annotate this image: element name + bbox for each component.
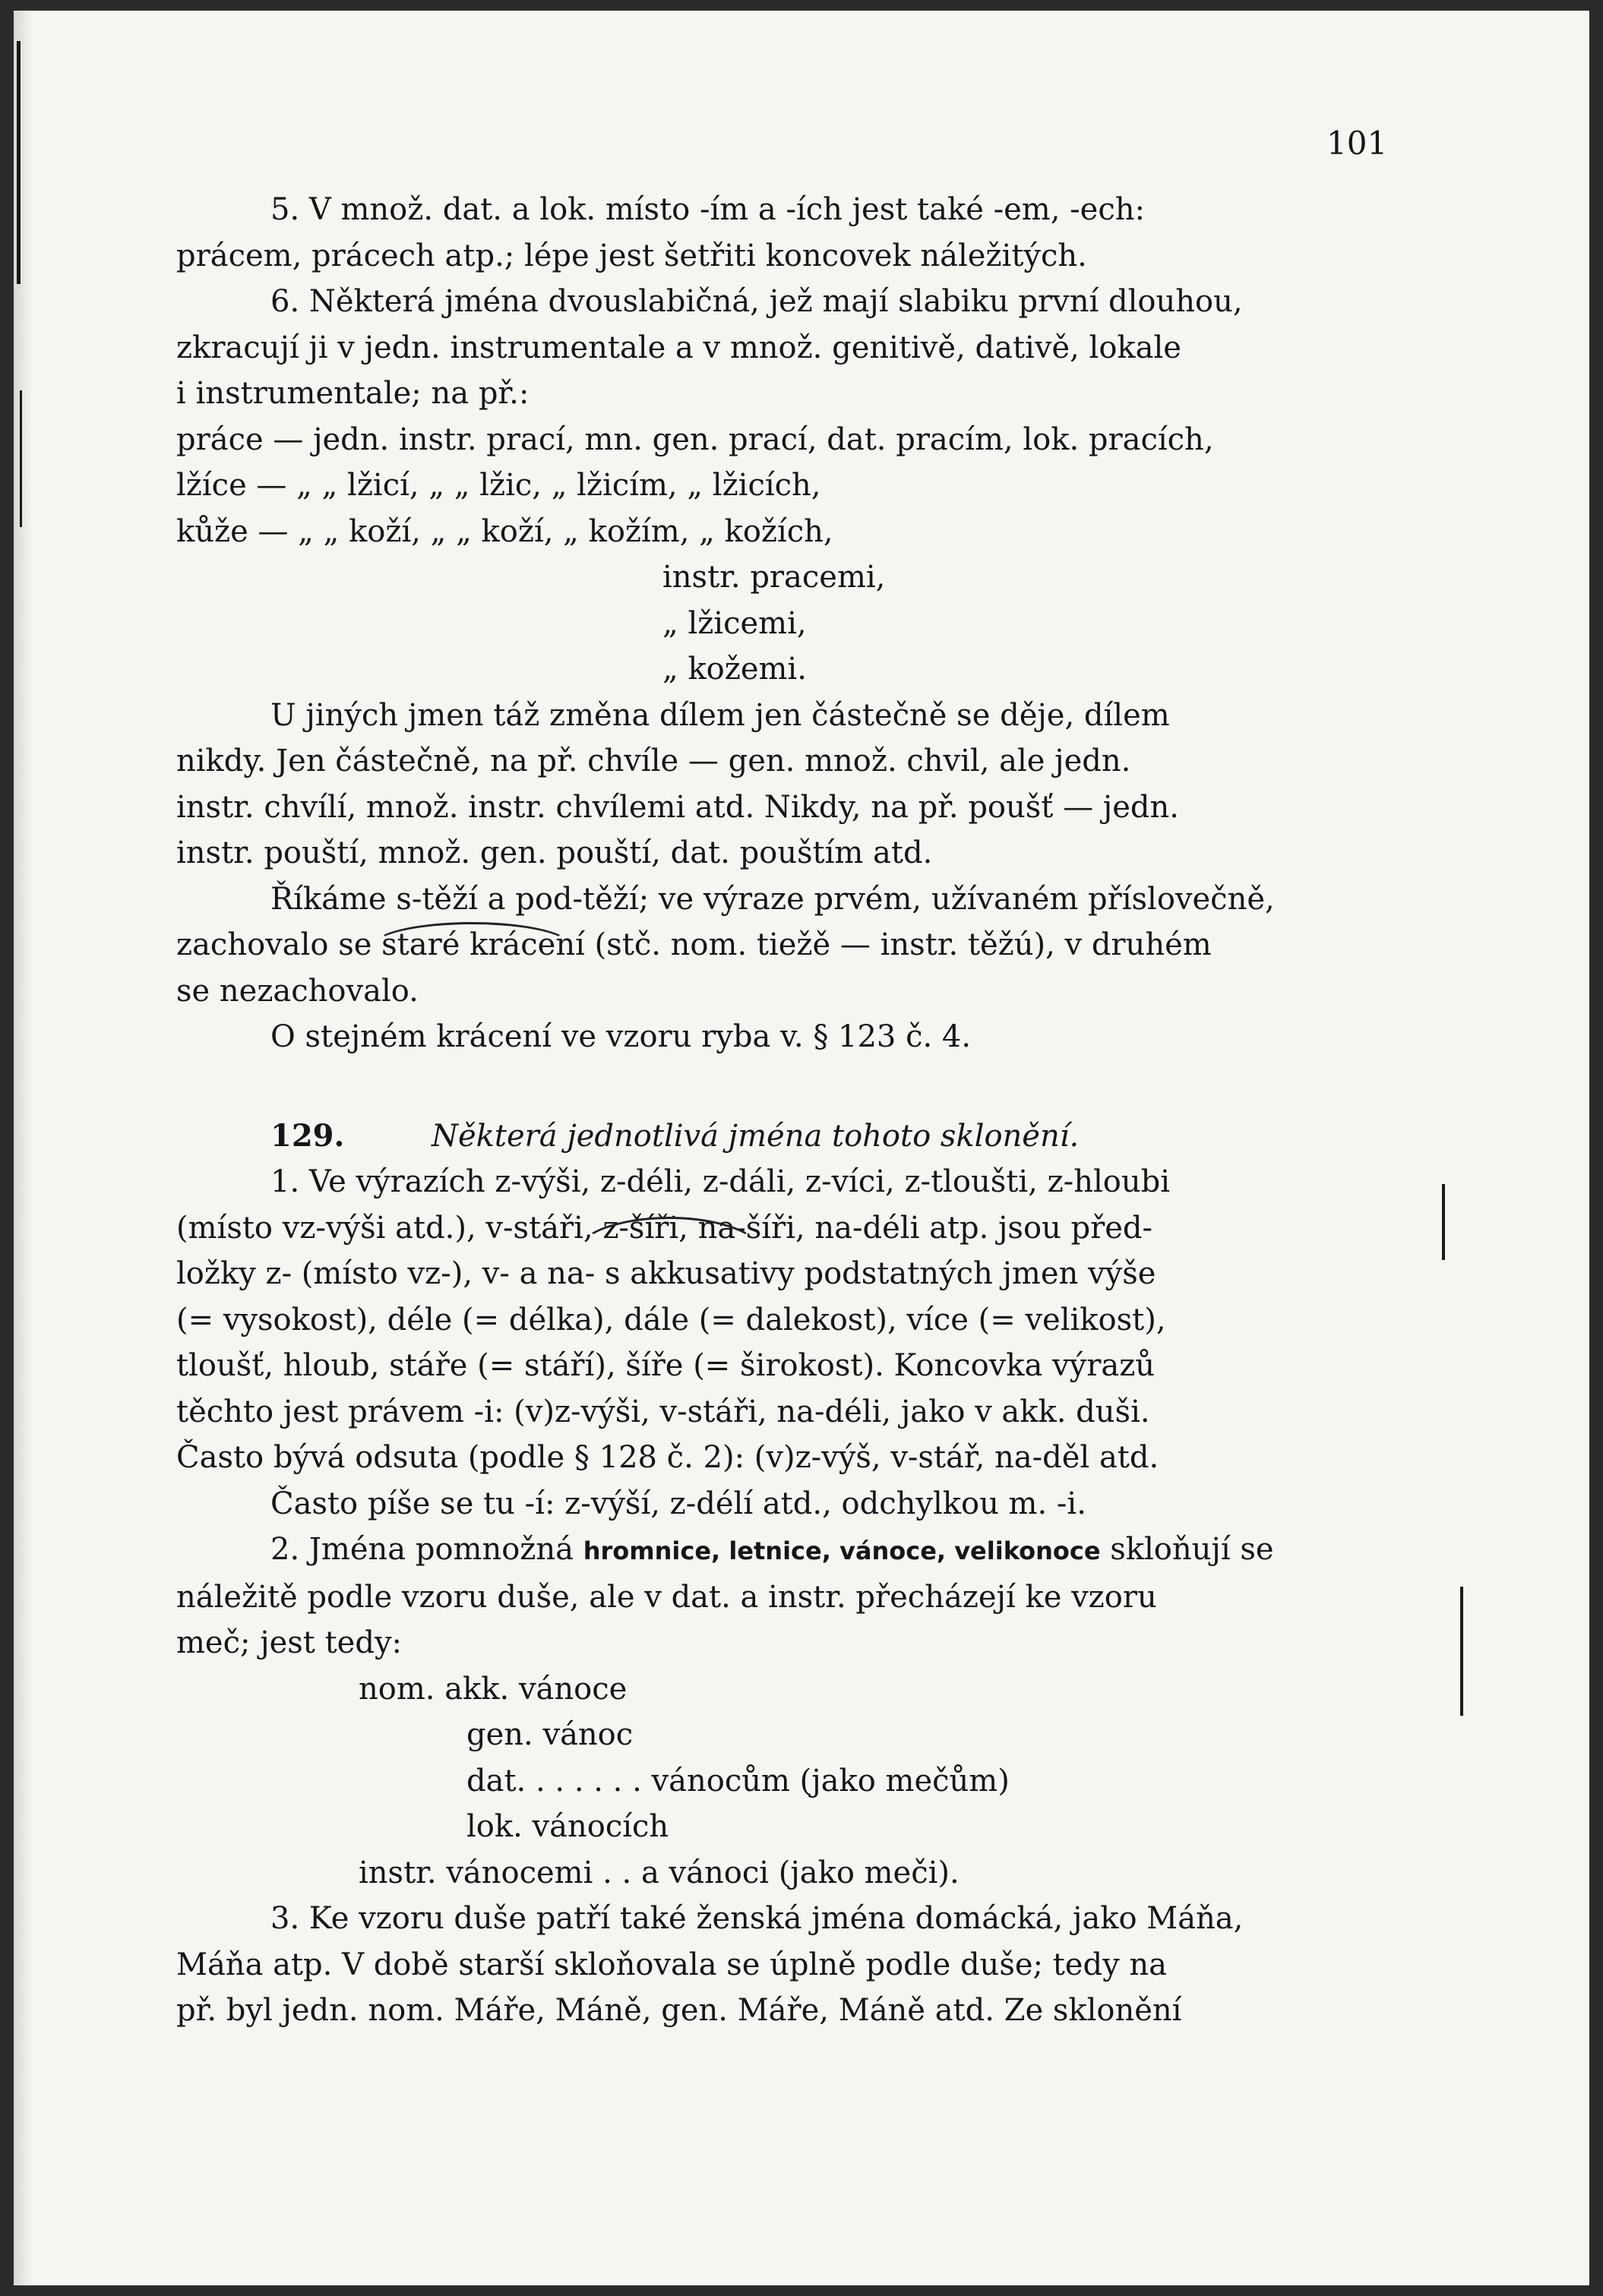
margin-mark-right-2 xyxy=(1460,1587,1463,1716)
line-2-suffix: skloňují se xyxy=(1110,1532,1274,1567)
text-line: „ lžicemi, xyxy=(662,605,807,641)
text-line: 1. Ve výrazích z-výši, z-déli, z-dáli, z-víci, z-tloušti, z-hloubi xyxy=(270,1164,1170,1199)
text-line: (= vysokost), déle (= délka), dále (= dalekost), více (= velikost), xyxy=(176,1302,1166,1337)
section-title: Některá jednotlivá jména tohoto sklonění. xyxy=(432,1118,1080,1154)
paradigm-row: lok. vánocích xyxy=(466,1809,669,1844)
text-line: Říkáme s-těží a pod-těží; ve výraze prvém, užívaném příslovečně, xyxy=(270,881,1275,917)
text-line: náležitě podle vzoru duše, ale v dat. a instr. přecházejí ke vzoru xyxy=(176,1579,1157,1615)
text-line: 3. Ke vzoru duše patří také ženská jména domácká, jako Máňa, xyxy=(270,1901,1244,1936)
text-line: lžíce — „ „ lžicí, „ „ lžic, „ lžicím, „ lžicích, xyxy=(176,468,821,503)
text-line: těchto jest právem -i: (v)z-výši, v-stáři, na-déli, jako v akk. duši. xyxy=(176,1394,1150,1429)
text-line: se nezachovalo. xyxy=(176,973,419,1009)
text-line: U jiných jmen táž změna dílem jen částečně se děje, dílem xyxy=(270,697,1170,733)
text-line: O stejném krácení ve vzoru ryba v. § 123 č. 4. xyxy=(270,1019,972,1054)
stamped-names: hromnice, letnice, vánoce, velikonoce xyxy=(583,1536,1101,1565)
text-line: zachovalo se staré krácení (stč. nom. tiežě — instr. těžú), v druhém xyxy=(176,927,1212,962)
text-line: i instrumentale; na př.: xyxy=(176,376,530,411)
text-line: (místo vz-výši atd.), v-stáři, z-šíři, na-šíři, na-déli atp. jsou před- xyxy=(176,1210,1153,1246)
margin-mark-right-1 xyxy=(1442,1184,1445,1260)
text-line: prácem, prácech atp.; lépe jest šetřiti koncovek náležitých. xyxy=(176,238,1087,273)
text-line: 6. Některá jména dvouslabičná, jež mají slabiku první dlouhou, xyxy=(270,284,1243,319)
margin-mark-left-mid xyxy=(20,390,22,527)
section-gap xyxy=(176,1060,1415,1113)
pencil-circle-mark xyxy=(576,1217,763,1290)
text-line: nikdy. Jen částečně, na př. chvíle — gen. množ. chvil, ale jedn. xyxy=(176,744,1131,778)
text-line: Máňa atp. V době starší skloňovala se úplně podle duše; tedy na xyxy=(176,1947,1167,1982)
text-line: zkracují ji v jedn. instrumentale a v množ. genitivě, dativě, lokale xyxy=(176,330,1181,365)
text-line: př. byl jedn. nom. Máře, Máně, gen. Máře, Máně atd. Ze sklonění xyxy=(176,1993,1182,2028)
paradigm-row: gen. vánoc xyxy=(466,1717,634,1752)
page-edge-shadow xyxy=(14,11,33,2285)
text-line: 5. V množ. dat. a lok. místo -ím a -ích jest také -em, -ech: xyxy=(270,192,1145,227)
text-line: práce — jedn. instr. prací, mn. gen. prací, dat. pracím, lok. pracích, xyxy=(176,422,1214,457)
book-page xyxy=(14,11,1589,2285)
section-heading xyxy=(176,1113,1415,1160)
text-line: kůže — „ „ koží, „ „ koží, „ kožím, „ kožích, xyxy=(176,513,833,549)
text-line: instr. pouští, množ. gen. pouští, dat. pouštím atd. xyxy=(176,835,933,870)
text-line: instr. pracemi, xyxy=(662,560,886,595)
text-line: Často píše se tu -í: z-výší, z-délí atd., odchylkou m. -i. xyxy=(270,1486,1086,1521)
text-line: „ kožemi. xyxy=(662,652,807,687)
margin-mark-left-top xyxy=(17,41,21,284)
paradigm-row: dat. . . . . . . vánocům (jako mečům) xyxy=(466,1763,1010,1799)
text-line: meč; jest tedy: xyxy=(176,1625,403,1660)
text-line: Často bývá odsuta (podle § 128 č. 2): (v)z-výš, v-stář, na-děl atd. xyxy=(176,1440,1159,1475)
section-number: 129. xyxy=(270,1117,345,1154)
text-line: ložky z- (místo vz-), v- a na- s akkusativy podstatných jmen výše xyxy=(176,1256,1156,1291)
body-text xyxy=(176,187,1415,2034)
paradigm-row: nom. akk. vánoce xyxy=(359,1671,628,1707)
pencil-underline-mark xyxy=(371,922,573,972)
page-number: 101 xyxy=(1326,125,1388,162)
text-line-pomnozna xyxy=(176,1527,1415,1574)
line-2-prefix: 2. Jména pomnožná xyxy=(270,1532,574,1567)
text-line: instr. chvílí, množ. instr. chvílemi atd. Nikdy, na př. poušť — jedn. xyxy=(176,789,1179,825)
text-line: tloušť, hloub, stáře (= stáří), šíře (= širokost). Koncovka výrazů xyxy=(176,1348,1156,1383)
paradigm-row: instr. vánocemi . . a vánoci (jako meči). xyxy=(359,1855,960,1890)
